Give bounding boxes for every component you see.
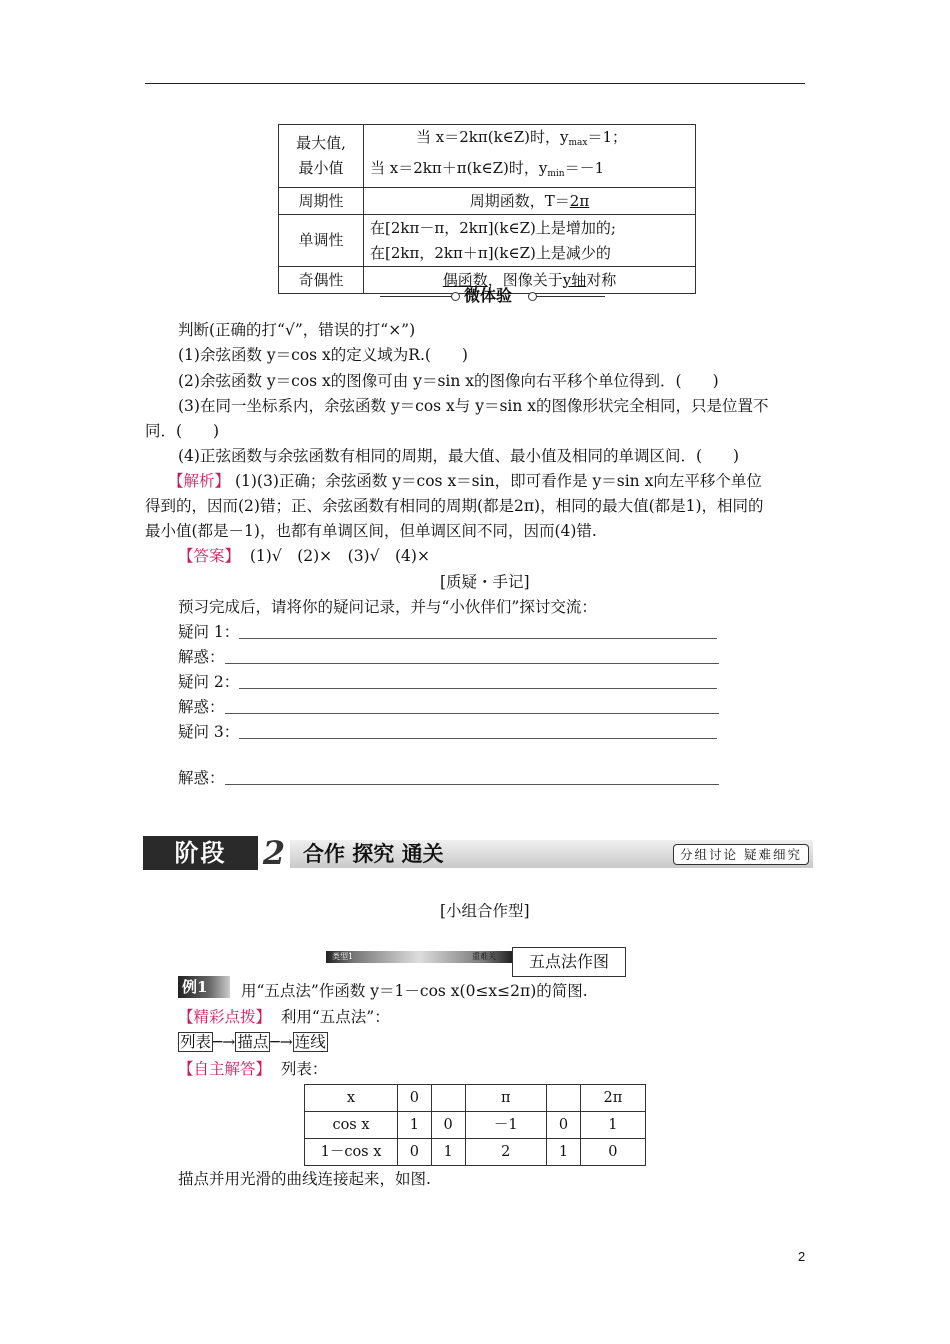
judge-q3b: 同．( ) xyxy=(145,422,220,440)
table-cell: 1 xyxy=(431,1139,465,1166)
note-a2-row xyxy=(178,695,719,717)
note-a2-label: 解惑： xyxy=(178,698,225,716)
note-a3-row xyxy=(178,766,719,788)
parity-axis: y轴 xyxy=(562,270,587,289)
mini-rule-left xyxy=(380,296,455,297)
note-q2-label: 疑问 2： xyxy=(178,673,240,691)
judge-q4: (4)正弦函数与余弦函数有相同的周期，最大值、最小值及相同的单调区间．( ) xyxy=(178,447,740,465)
table-cell: 0 xyxy=(398,1139,432,1166)
analysis-line-2: 得到的，因而(2)错；正、余弦函数有相同的周期(都是2π)，相同的最大值(都是1)，相同的 xyxy=(145,497,764,515)
period-underlined: 2π xyxy=(569,191,590,210)
banner-stage: 阶段 xyxy=(143,836,258,870)
table-cell: 0 xyxy=(431,1112,465,1139)
note-a3-label: 解惑： xyxy=(178,769,225,787)
example-text: 用“五点法”作函数 y＝1－cos x(0≤x≤2π)的简图. xyxy=(241,982,588,1000)
cosine-properties-table xyxy=(278,124,696,294)
table-cell xyxy=(431,1085,465,1112)
note-q3-label: 疑问 3： xyxy=(178,723,240,741)
answer-label: 【答案】 xyxy=(178,547,241,565)
table-cell: 0 xyxy=(547,1112,581,1139)
analysis-text-1: (1)(3)正确；余弦函数 y＝cos x＝sin，即可看作是 y＝sin x向左平移个单位 xyxy=(234,472,762,490)
key-max: 最大值, xyxy=(296,134,346,152)
table-cell: x xyxy=(305,1085,398,1112)
flow-row xyxy=(178,1030,328,1052)
note-q3-row xyxy=(178,720,717,742)
banner-title: 合作 探究 通关 xyxy=(303,841,444,866)
note-q1-blank[interactable] xyxy=(239,624,717,639)
min-text: 当 x＝2kπ＋π(k∈Z)时，y xyxy=(370,159,548,177)
hint-text: 利用“五点法”： xyxy=(280,1008,390,1026)
note-q2-blank[interactable] xyxy=(239,674,717,689)
type-box xyxy=(326,947,626,977)
notes-intro: 预习完成后，请将你的疑问记录，并与“小伙伴们”探讨交流： xyxy=(178,598,597,616)
note-a2-blank[interactable] xyxy=(225,699,719,714)
value-table xyxy=(304,1084,646,1166)
max-end: ＝1； xyxy=(587,128,628,146)
cell-max-min-key xyxy=(279,125,364,188)
min-sub: min xyxy=(547,169,565,179)
mini-rule-right xyxy=(537,296,605,297)
judge-q1: (1)余弦函数 y＝cos x的定义域为R.( ) xyxy=(178,346,468,364)
cell-max-min-value xyxy=(364,125,696,188)
cell-monotone-value xyxy=(364,215,696,267)
header-rule xyxy=(145,83,805,84)
flow-step-connect: 连线 xyxy=(294,1033,326,1051)
type-label: 类型1 xyxy=(332,952,354,961)
table-cell: 2 xyxy=(465,1139,547,1166)
mini-dot-right xyxy=(528,292,537,301)
table-cell: 1－cos x xyxy=(305,1139,398,1166)
example-badge: 例1 xyxy=(178,976,230,998)
table-cell: 2π xyxy=(580,1085,645,1112)
flow-step-plot: 描点 xyxy=(237,1033,269,1051)
min-end: ＝－1 xyxy=(564,159,605,177)
cell-parity-value xyxy=(364,267,696,294)
increasing-text: 在[2kπ－π，2kπ](k∈Z)上是增加的; xyxy=(370,218,616,237)
cell-period-key: 周期性 xyxy=(279,188,364,215)
page-number: 2 xyxy=(798,1249,806,1264)
hint-line xyxy=(178,1005,390,1027)
judge-q3a: (3)在同一坐标系内，余弦函数 y＝cos x与 y＝sin x的图像形状完全相同，只是位置不 xyxy=(178,397,769,415)
table-row xyxy=(305,1112,646,1139)
table-cell: π xyxy=(465,1085,547,1112)
note-q1-label: 疑问 1： xyxy=(178,623,240,641)
cell-period-value xyxy=(364,188,696,215)
answer-line xyxy=(178,544,430,566)
closing-text: 描点并用光滑的曲线连接起来，如图. xyxy=(178,1170,431,1188)
group-type-heading: [小组合作型] xyxy=(440,902,530,920)
type-name: 五点法作图 xyxy=(512,947,626,977)
note-a1-row xyxy=(178,645,719,667)
max-sub: max xyxy=(568,138,588,148)
note-q3-blank[interactable] xyxy=(239,724,717,739)
mini-experiment-title: 微体验 xyxy=(464,286,513,305)
mini-dot-left xyxy=(451,292,460,301)
answer-text: (1)√ (2)× (3)√ (4)× xyxy=(249,547,430,565)
parity-even: 偶函数 xyxy=(442,270,488,289)
judge-intro: 判断(正确的打“√”，错误的打“×”) xyxy=(178,321,416,339)
judge-q2: (2)余弦函数 y＝cos x的图像可由 y＝sin x的图像向右平移个单位得到．( ) xyxy=(178,372,719,390)
hint-label: 【精彩点拨】 xyxy=(178,1008,272,1026)
analysis-line-3: 最小值(都是－1)，也都有单调区间，但单调区间不同，因而(4)错. xyxy=(145,522,597,540)
period-text: 周期函数，T＝ xyxy=(469,191,570,210)
solve-text: 列表： xyxy=(280,1060,328,1078)
cell-monotone-key: 单调性 xyxy=(279,215,364,267)
stage-banner xyxy=(143,836,813,870)
analysis-label: 【解析】 xyxy=(168,472,231,490)
note-a1-label: 解惑： xyxy=(178,648,225,666)
table-cell: 1 xyxy=(398,1112,432,1139)
note-q2-row xyxy=(178,670,717,692)
solve-line xyxy=(178,1057,327,1079)
solve-label: 【自主解答】 xyxy=(178,1060,272,1078)
table-row xyxy=(305,1139,646,1166)
table-cell: －1 xyxy=(465,1112,547,1139)
note-a3-blank[interactable] xyxy=(225,770,719,785)
table-cell: 1 xyxy=(547,1139,581,1166)
analysis-line-1 xyxy=(168,469,762,491)
parity-mid: ，图像关于 xyxy=(487,270,563,289)
flow-arrow-2: ─→ xyxy=(270,1033,293,1051)
table-cell: cos x xyxy=(305,1112,398,1139)
decreasing-text: 在[2kπ，2kπ＋π](k∈Z)上是减少的 xyxy=(370,243,611,262)
table-cell: 0 xyxy=(398,1085,432,1112)
table-cell: 1 xyxy=(580,1112,645,1139)
note-a1-blank[interactable] xyxy=(225,649,719,664)
notes-heading: [质疑・手记] xyxy=(440,573,530,591)
table-row xyxy=(305,1085,646,1112)
banner-tag: 分组讨论 疑难细究 xyxy=(673,844,809,865)
banner-stage-number: 2 xyxy=(258,836,290,870)
max-text: 当 x＝2kπ(k∈Z)时，y xyxy=(416,128,569,146)
flow-step-list: 列表 xyxy=(180,1033,212,1051)
flow-arrow-1: ─→ xyxy=(213,1033,236,1051)
table-cell xyxy=(547,1085,581,1112)
key-min: 最小值 xyxy=(298,159,344,177)
cell-parity-key: 奇偶性 xyxy=(279,267,364,294)
note-q1-row xyxy=(178,620,717,642)
table-cell: 0 xyxy=(580,1139,645,1166)
parity-end: 对称 xyxy=(586,270,617,289)
difficulty-label: 重难关 xyxy=(472,952,496,961)
